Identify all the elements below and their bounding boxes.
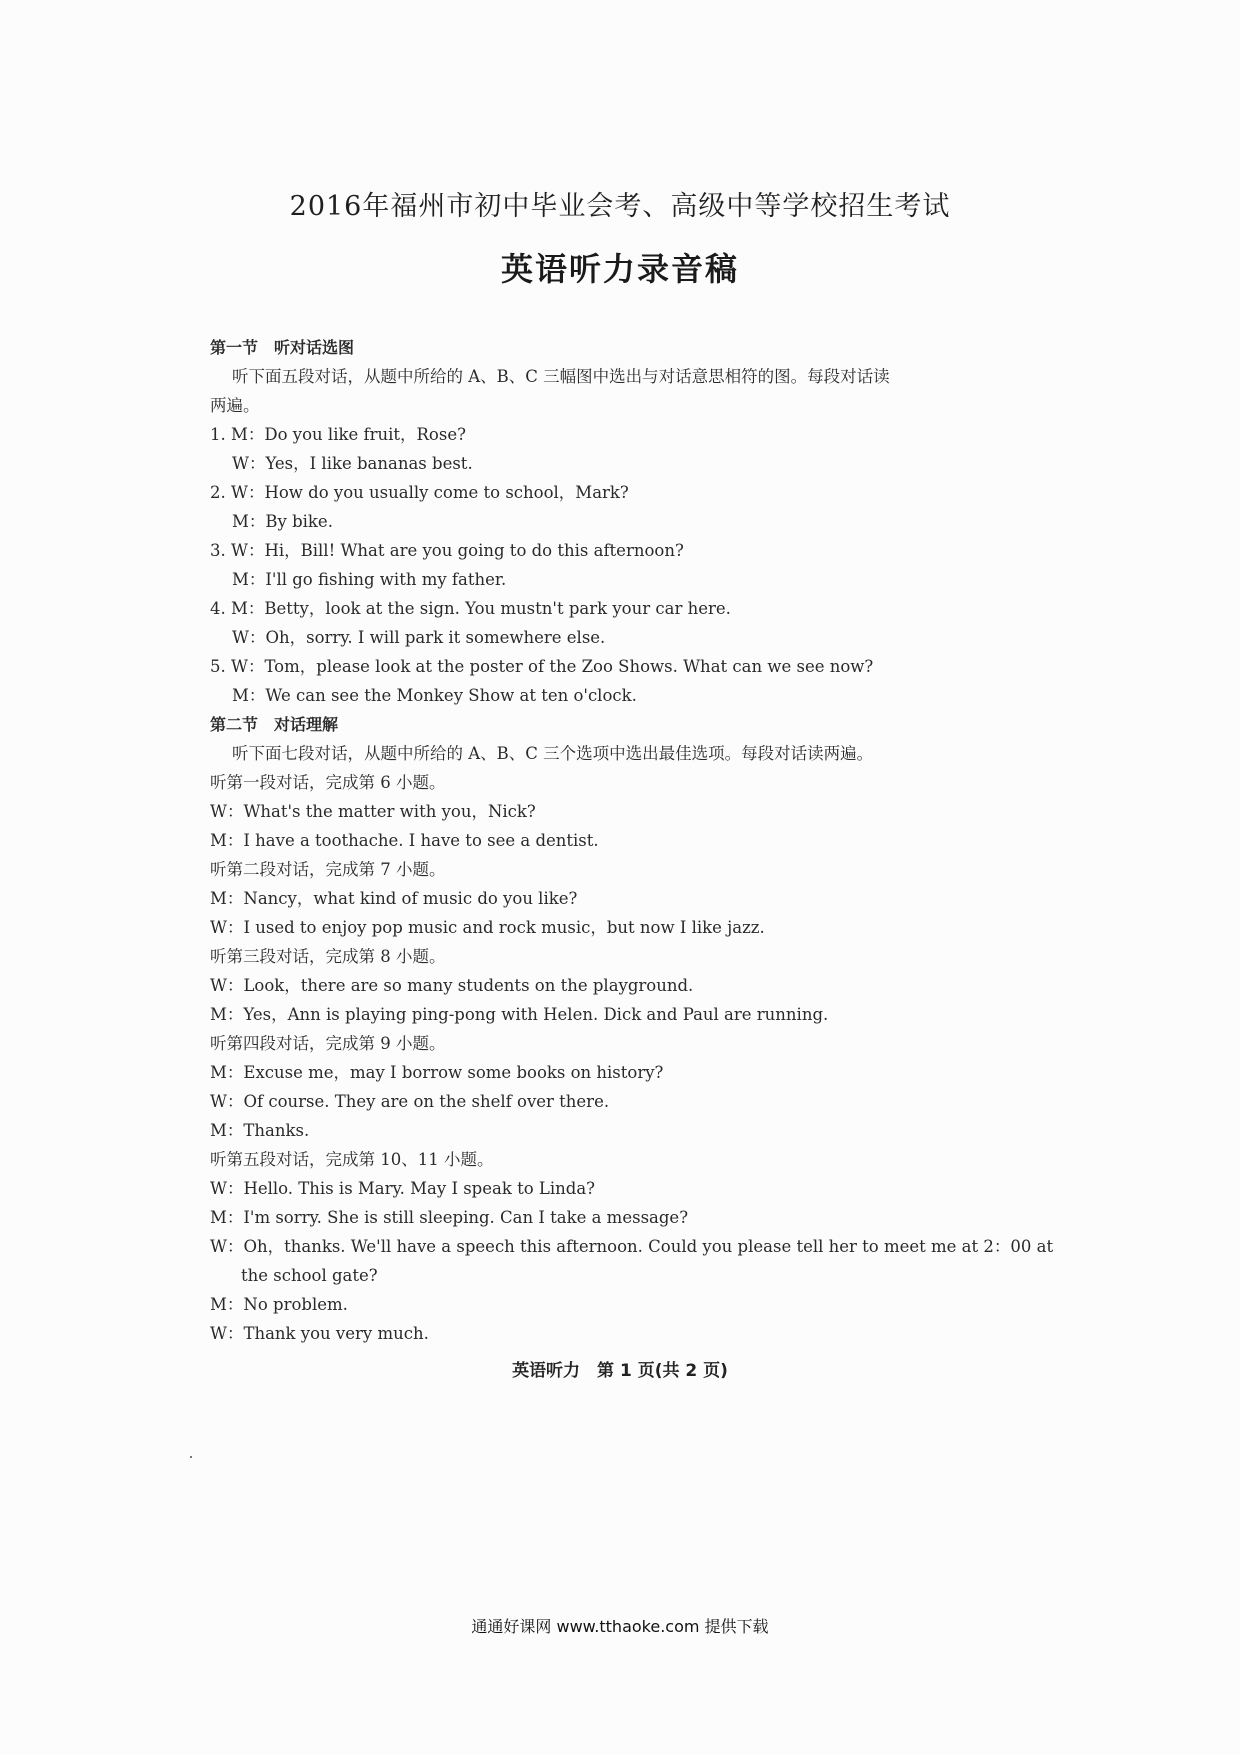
item-1-line-1: 1. M：Do you like fruit，Rose? [210,425,466,444]
dialogue-4-line-3: M：Thanks. [210,1121,310,1140]
dialogue-3-line-2: M：Yes，Ann is playing ping-pong with Helen. Dick and Paul are running. [210,1005,829,1024]
section2-instruction: 听下面七段对话，从题中所给的 A、B、C 三个选项中选出最佳选项。每段对话读两遍。 [232,744,874,763]
page-number-footer: 英语听力 第 1 页(共 2 页) [512,1361,728,1381]
dialogue-4-intro: 听第四段对话，完成第 9 小题。 [210,1034,446,1053]
item-5-line-2: M：We can see the Monkey Show at ten o'clock. [232,686,637,705]
document-body [210,333,1054,1348]
dialogue-2-line-2: W：I used to enjoy pop music and rock music，but now I like jazz. [210,918,765,937]
item-2-line-1: 2. W：How do you usually come to school，Mark? [210,483,629,502]
dialogue-4-line-2: W：Of course. They are on the shelf over there. [210,1092,610,1111]
dialogue-1-line-1: W：What's the matter with you，Nick? [210,802,536,821]
section1-instruction-cont: 两遍。 [210,396,260,415]
item-5-line-1: 5. W：Tom，please look at the poster of the Zoo Shows. What can we see now? [210,657,874,676]
dialogue-5-line-4: M：No problem. [210,1295,348,1314]
document-subtitle: 英语听力录音稿 [500,250,739,288]
item-4-line-1: 4. M：Betty，look at the sign. You mustn't park your car here. [210,599,731,618]
dialogue-2-intro: 听第二段对话，完成第 7 小题。 [210,860,446,879]
item-1-line-2: W：Yes，I like bananas best. [232,454,473,473]
section2-heading: 第二节 对话理解 [210,715,339,734]
item-3-line-2: M：I'll go fishing with my father. [232,570,507,589]
dialogue-5-line-3: W：Oh，thanks. We'll have a speech this afternoon. Could you please tell her to meet me at 2：00 at [210,1237,1054,1256]
dialogue-3-line-1: W：Look，there are so many students on the playground. [210,976,694,995]
section1-instruction: 听下面五段对话，从题中所给的 A、B、C 三幅图中选出与对话意思相符的图。每段对话读 [232,367,890,386]
section1-heading: 第一节 听对话选图 [210,338,355,357]
dialogue-5-line-2: M：I'm sorry. She is still sleeping. Can I take a message? [210,1208,689,1227]
dialogue-5-line-3-cont: the school gate? [241,1266,378,1285]
dialogue-1-line-2: M：I have a toothache. I have to see a dentist. [210,831,599,850]
dialogue-5-intro: 听第五段对话，完成第 10、11 小题。 [210,1150,494,1169]
document-title: 2016年福州市初中毕业会考、高级中等学校招生考试 [289,191,951,222]
dialogue-5-line-5: W：Thank you very much. [210,1324,429,1343]
item-4-line-2: W：Oh，sorry. I will park it somewhere else. [232,628,606,647]
scan-speck [190,1456,192,1458]
dialogue-3-intro: 听第三段对话，完成第 8 小题。 [210,947,446,966]
dialogue-5-line-1: W：Hello. This is Mary. May I speak to Linda? [210,1179,596,1198]
dialogue-4-line-1: M：Excuse me，may I borrow some books on history? [210,1063,664,1082]
item-2-line-2: M：By bike. [232,512,333,531]
item-3-line-1: 3. W：Hi，Bill! What are you going to do this afternoon? [210,541,684,560]
dialogue-2-line-1: M：Nancy，what kind of music do you like? [210,889,578,908]
dialogue-1-intro: 听第一段对话，完成第 6 小题。 [210,773,446,792]
site-footer: 通通好课网 www.tthaoke.com 提供下载 [471,1617,769,1636]
